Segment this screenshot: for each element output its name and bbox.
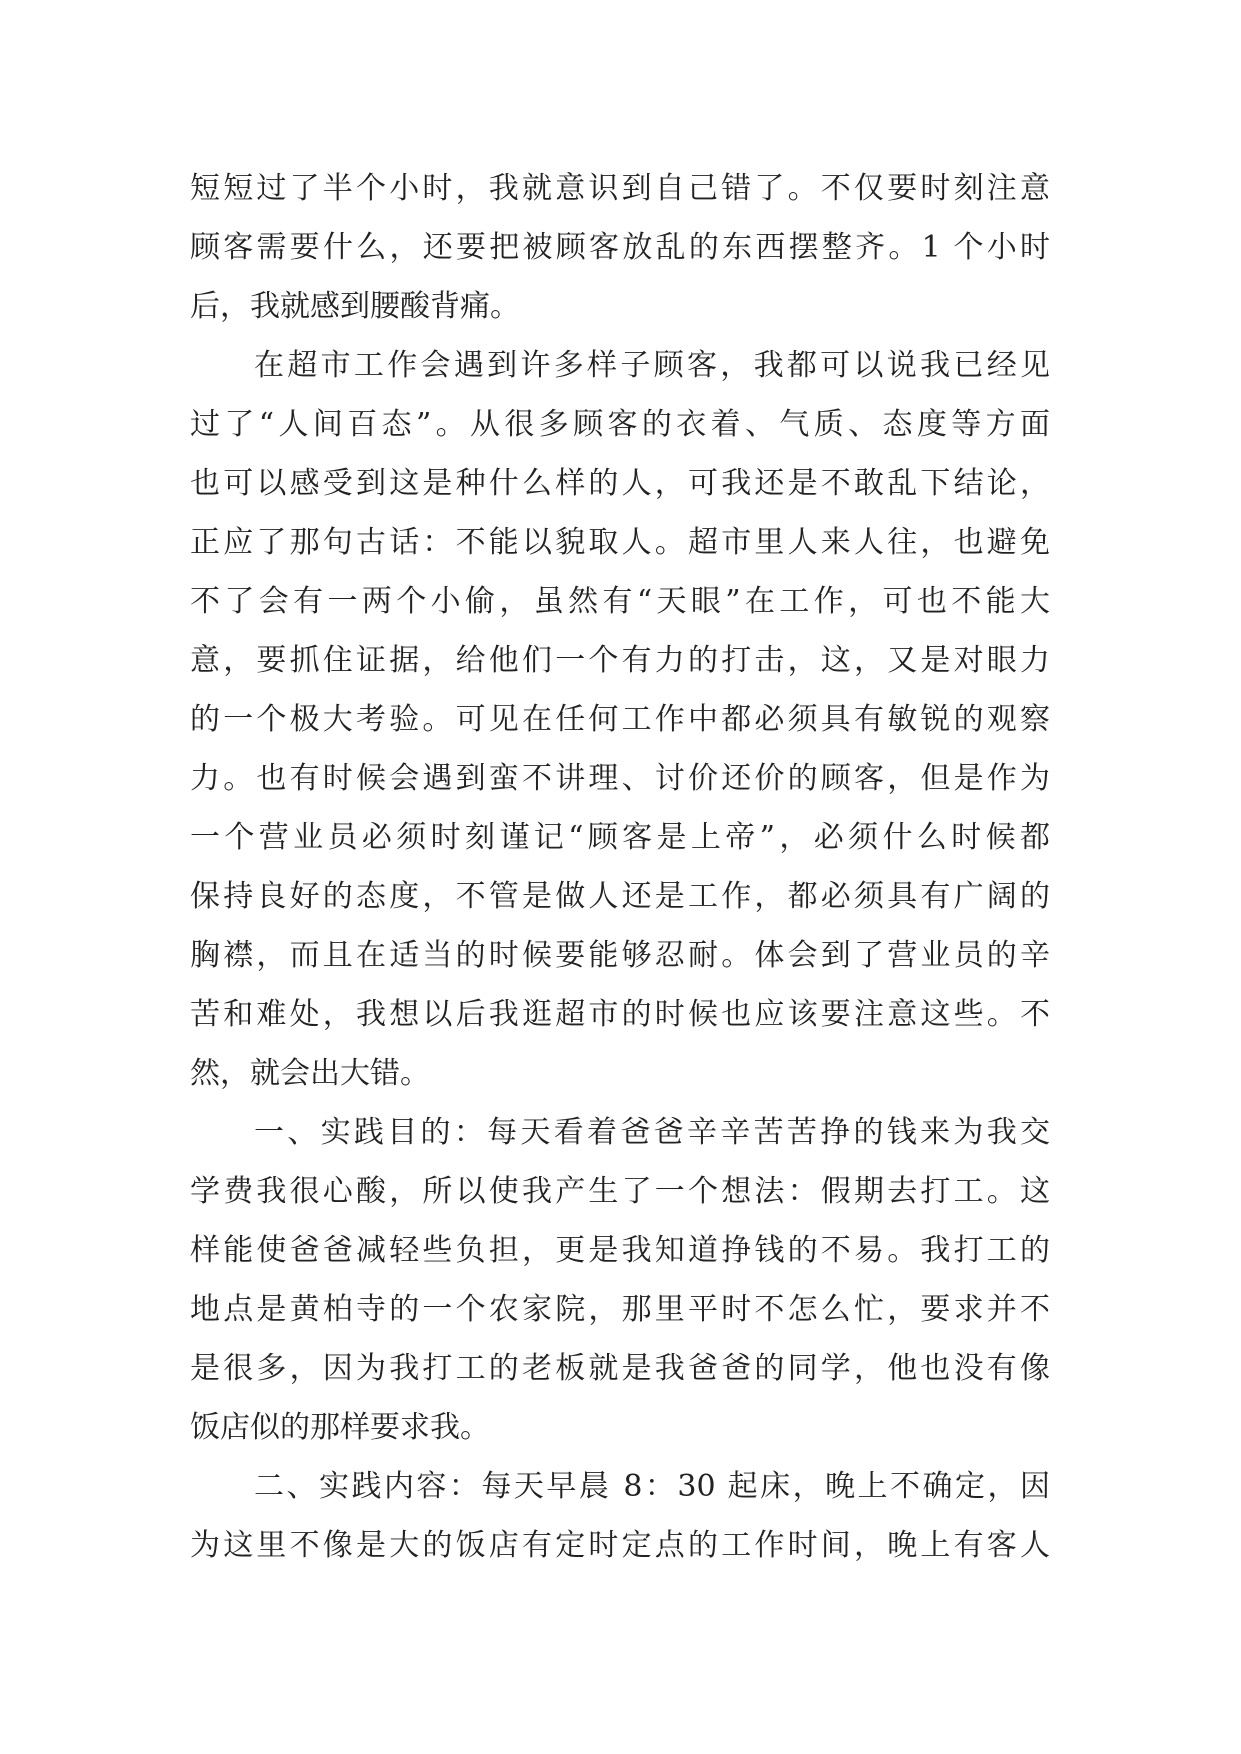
paragraph (190, 336, 1050, 1103)
text-line: 地点是黄柏寺的一个农家院，那里平时不怎么忙，要求并不 (190, 1292, 1050, 1327)
text-line: 是很多，因为我打工的老板就是我爸爸的同学，他也没有像 (190, 1351, 1050, 1386)
text-line: 保持良好的态度，不管是做人还是工作，都必须具有广阔的 (190, 879, 1050, 914)
text-line: 学费我很心酸，所以使我产生了一个想法：假期去打工。这 (190, 1174, 1050, 1209)
text-line: 不了会有一两个小偷，虽然有“天眼”在工作，可也不能大 (190, 584, 1050, 619)
text-line: 正应了那句古话：不能以貌取人。超市里人来人往，也避免 (190, 525, 1050, 560)
text-line: 饭店似的那样要求我。 (190, 1410, 490, 1445)
text-line: 一、实践目的：每天看着爸爸辛辛苦苦挣的钱来为我交 (254, 1115, 1050, 1150)
text-line: 力。也有时候会遇到蛮不讲理、讨价还价的顾客，但是作为 (190, 761, 1050, 796)
text-line: 也可以感受到这是种什么样的人，可我还是不敢乱下结论， (190, 466, 1050, 501)
text-line: 苦和难处，我想以后我逛超市的时候也应该要注意这些。不 (190, 997, 1050, 1032)
text-line: 后，我就感到腰酸背痛。 (190, 289, 520, 324)
text-line: 为这里不像是大的饭店有定时定点的工作时间，晚上有客人 (190, 1528, 1050, 1563)
paragraph (190, 159, 1050, 336)
text-line: 的一个极大考验。可见在任何工作中都必须具有敏锐的观察 (190, 702, 1050, 737)
paragraph (190, 1457, 1050, 1575)
text-line: 样能使爸爸减轻些负担，更是我知道挣钱的不易。我打工的 (190, 1233, 1050, 1268)
text-line: 过了“人间百态”。从很多顾客的衣着、气质、态度等方面 (190, 407, 1050, 442)
paragraph (190, 1103, 1050, 1457)
text-line: 意，要抓住证据，给他们一个有力的打击，这，又是对眼力 (190, 643, 1050, 678)
document-body (190, 159, 1050, 1575)
text-line: 短短过了半个小时，我就意识到自己错了。不仅要时刻注意 (190, 171, 1050, 206)
text-line: 胸襟，而且在适当的时候要能够忍耐。体会到了营业员的辛 (190, 938, 1050, 973)
text-line: 顾客需要什么，还要把被顾客放乱的东西摆整齐。1 个小时 (190, 230, 1050, 265)
text-line: 然，就会出大错。 (190, 1056, 430, 1091)
text-line: 二、实践内容：每天早晨 8：30 起床，晚上不确定，因 (254, 1469, 1050, 1504)
text-line: 一个营业员必须时刻谨记“顾客是上帝”，必须什么时候都 (190, 820, 1050, 855)
text-line: 在超市工作会遇到许多样子顾客，我都可以说我已经见 (254, 348, 1050, 383)
